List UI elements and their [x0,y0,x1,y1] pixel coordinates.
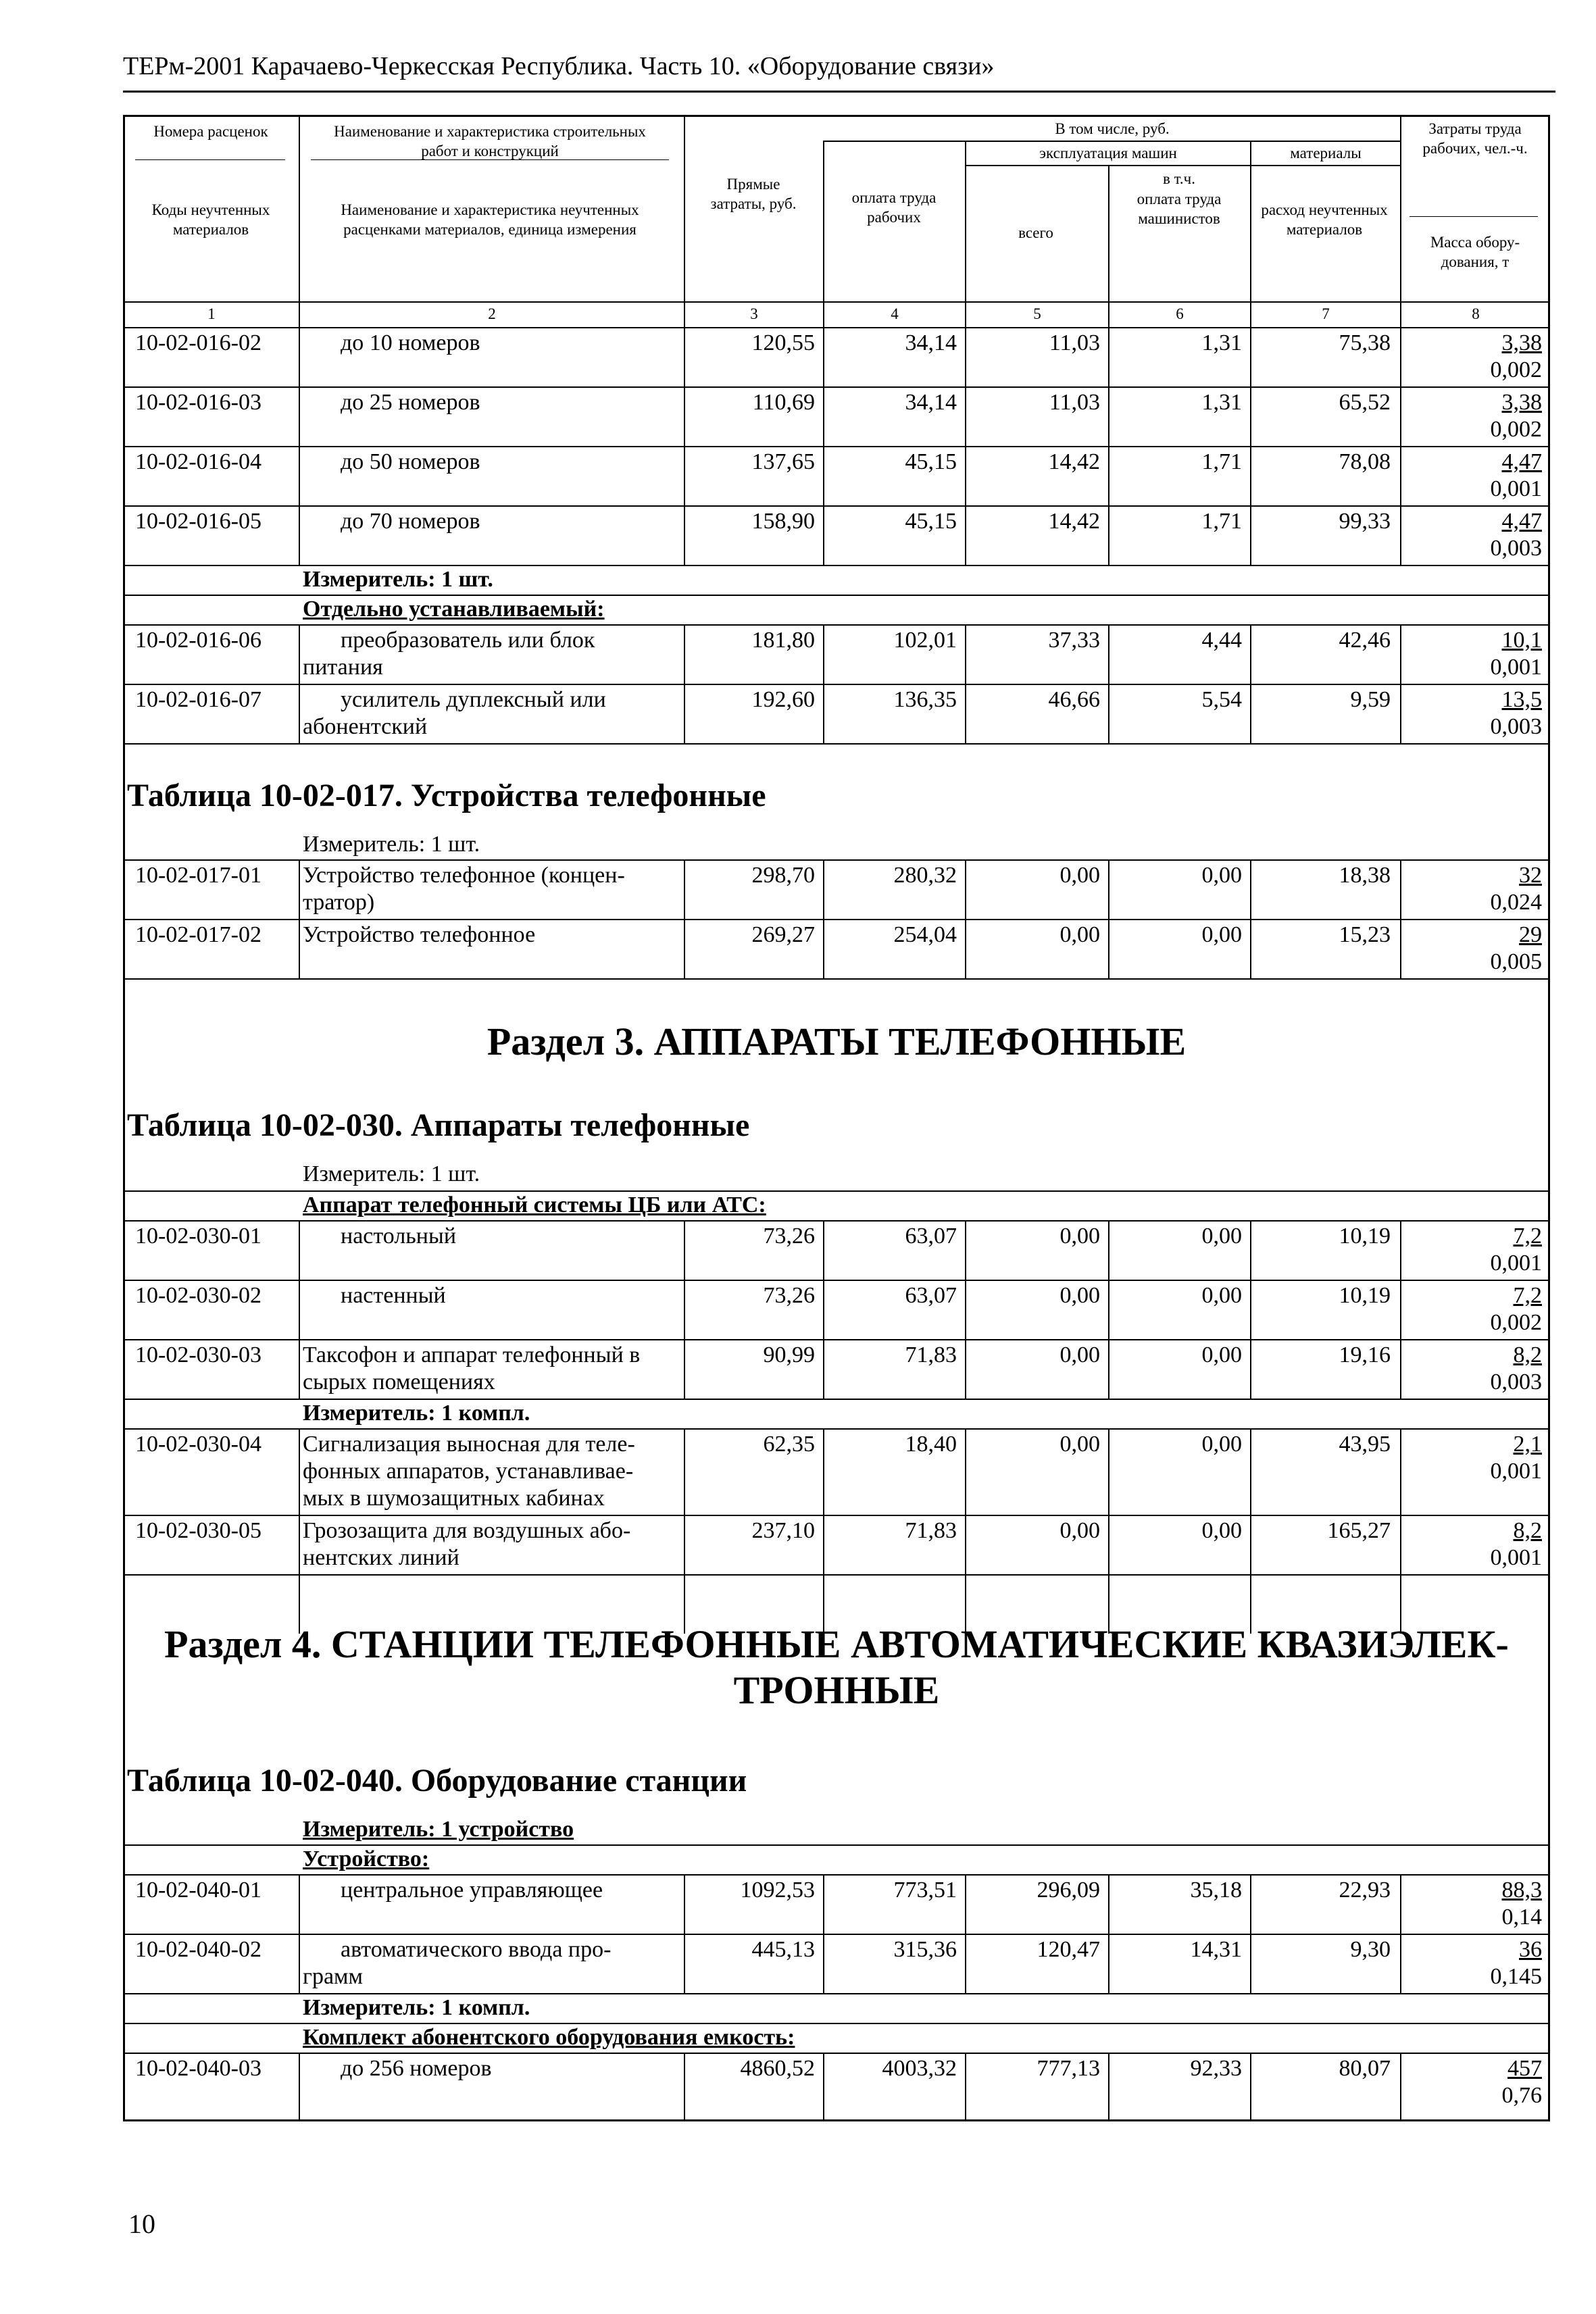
row-code: 10-02-017-01 [135,863,261,888]
row-code: 10-02-017-02 [135,922,261,947]
machine-cost: 0,00 [1059,922,1100,947]
operator-cost: 0,00 [1201,922,1242,947]
equipment-mass: 0,005 [1490,949,1542,974]
group-label: Отдельно устанавливаемый: [303,597,605,622]
labor-hours: 8,2 [1513,1342,1542,1367]
material-cost: 99,33 [1339,509,1391,534]
col1-bottom-caption: Коды неучтенных материалов [151,201,270,238]
labor-cost: 280,32 [893,863,957,888]
machine-cost: 0,00 [1059,1518,1100,1543]
direct-cost: 62,35 [763,1432,815,1457]
col6-caption-b: оплата труда машинистов [1137,191,1222,227]
direct-cost: 269,27 [751,922,815,947]
row-name-cont: грамм [303,1964,364,1989]
row-code: 10-02-016-02 [135,330,261,355]
col2-top-caption: Наименование и характеристика строительных работ и конструкций [334,123,646,159]
direct-cost: 73,26 [763,1283,815,1308]
header-rule [123,91,1555,93]
row-code: 10-02-030-03 [135,1342,261,1367]
labor-hours: 88,3 [1501,1878,1542,1903]
row-code: 10-02-040-02 [135,1937,261,1962]
row-name: преобразователь или блок [341,628,595,653]
labor-cost: 45,15 [905,449,957,474]
labor-cost: 34,14 [905,330,957,355]
machine-cost: 37,33 [1048,628,1100,653]
machine-cost: 296,09 [1037,1878,1100,1903]
equipment-mass: 0,002 [1490,1310,1542,1335]
row-code: 10-02-016-05 [135,509,261,534]
direct-cost: 1092,53 [740,1878,815,1903]
row-code: 10-02-016-03 [135,390,261,415]
labor-cost: 773,51 [893,1878,957,1903]
table-title: Таблица 10-02-030. Аппараты телефонные [127,1107,750,1143]
material-cost: 43,95 [1339,1432,1391,1457]
row-name: до 10 номеров [341,330,480,355]
row-code: 10-02-030-02 [135,1283,261,1308]
row-name: до 70 номеров [341,509,480,534]
material-cost: 78,08 [1339,449,1391,474]
operator-cost: 0,00 [1201,1342,1242,1367]
labor-cost: 254,04 [893,922,957,947]
operator-cost: 0,00 [1201,1283,1242,1308]
equipment-mass: 0,001 [1490,655,1542,680]
col8-top-caption: Затраты труда рабочих, чел.-ч. [1422,120,1528,157]
labor-cost: 102,01 [893,628,957,653]
operator-cost: 1,31 [1201,390,1242,415]
machine-cost: 120,47 [1037,1937,1100,1962]
page-header: ТЕРм-2001 Карачаево-Черкесская Республика. Часть 10. «Оборудование связи» [123,52,995,80]
row-name: до 25 номеров [341,390,480,415]
material-cost: 22,93 [1339,1878,1391,1903]
machine-cost: 11,03 [1049,390,1100,415]
labor-cost: 71,83 [905,1518,957,1543]
row-code: 10-02-030-04 [135,1432,261,1457]
section-title-line: ТРОННЫЕ [733,1668,940,1712]
labor-cost: 45,15 [905,509,957,534]
material-cost: 9,59 [1350,687,1391,712]
labor-hours: 13,5 [1501,687,1542,712]
section-title-line: Раздел 4. СТАНЦИИ ТЕЛЕФОННЫЕ АВТОМАТИЧЕСКИЕ КВАЗИЭЛЕК- [164,1622,1509,1666]
col-number: 6 [1176,305,1184,322]
row-code: 10-02-016-07 [135,687,261,712]
machine-cost: 46,66 [1048,687,1100,712]
direct-cost: 4860,52 [740,2056,815,2081]
row-name-cont: мых в шумозащитных кабинах [303,1486,605,1511]
row-name: до 256 номеров [341,2056,492,2081]
machine-cost: 0,00 [1059,1342,1100,1367]
machines-caption: эксплуатация машин [1039,145,1177,161]
operator-cost: 0,00 [1201,1518,1242,1543]
row-name: Устройство телефонное (концен- [303,863,625,888]
measure-label: Измеритель: 1 компл. [303,1401,530,1426]
equipment-mass: 0,14 [1501,1905,1542,1930]
row-code: 10-02-040-03 [135,2056,261,2081]
measure-label: Измеритель: 1 устройство [303,1817,574,1842]
operator-cost: 4,44 [1201,628,1242,653]
labor-cost: 34,14 [905,390,957,415]
equipment-mass: 0,001 [1490,1545,1542,1570]
row-name: настольный [341,1224,457,1249]
machine-cost: 11,03 [1049,330,1100,355]
col-number: 8 [1472,305,1480,322]
material-cost: 15,23 [1339,922,1391,947]
col-number: 4 [891,305,899,322]
col5-caption: всего [1018,224,1053,241]
machine-cost: 14,42 [1048,449,1100,474]
equipment-mass: 0,024 [1490,890,1542,915]
labor-hours: 32 [1519,863,1542,888]
machine-cost: 0,00 [1059,1283,1100,1308]
labor-hours: 8,2 [1513,1518,1542,1543]
row-name: Таксофон и аппарат телефонный в [303,1342,641,1367]
row-code: 10-02-030-05 [135,1518,261,1543]
col3-caption: Прямые затраты, руб. [710,176,797,212]
equipment-mass: 0,001 [1490,1459,1542,1484]
section-title: Раздел 3. АППАРАТЫ ТЕЛЕФОННЫЕ [487,1020,1187,1063]
labor-hours: 457 [1507,2056,1542,2081]
labor-hours: 4,47 [1501,449,1542,474]
material-cost: 42,46 [1339,628,1391,653]
material-cost: 9,30 [1350,1937,1391,1962]
col2-bottom-caption: Наименование и характеристика неучтенных расценками материалов, единица измерения [341,201,639,238]
row-name-cont: нентских линий [303,1545,459,1570]
col-number: 7 [1322,305,1330,322]
labor-cost: 136,35 [893,687,957,712]
labor-hours: 7,2 [1513,1224,1542,1249]
operator-cost: 5,54 [1201,687,1242,712]
group-label: Комплект абонентского оборудования емкость: [303,2025,795,2050]
machine-cost: 0,00 [1059,863,1100,888]
equipment-mass: 0,003 [1490,536,1542,561]
col-number: 2 [488,305,496,322]
row-name-cont: фонных аппаратов, устанавливае- [303,1459,634,1484]
operator-cost: 0,00 [1201,863,1242,888]
material-cost: 65,52 [1339,390,1391,415]
labor-hours: 10,1 [1501,628,1542,653]
col1-top-caption: Номера расценок [153,123,268,140]
operator-cost: 1,71 [1201,509,1242,534]
labor-hours: 7,2 [1513,1283,1542,1308]
labor-hours: 2,1 [1513,1432,1542,1457]
operator-cost: 1,71 [1201,449,1242,474]
labor-cost: 63,07 [905,1224,957,1249]
col-number: 1 [207,305,216,322]
labor-cost: 63,07 [905,1283,957,1308]
direct-cost: 445,13 [751,1937,815,1962]
equipment-mass: 0,003 [1490,1369,1542,1394]
row-code: 10-02-040-01 [135,1878,261,1903]
section-title [123,1621,1550,1713]
table-title: Таблица 10-02-040. Оборудование станции [127,1763,747,1799]
direct-cost: 237,10 [751,1518,815,1543]
operator-cost: 0,00 [1201,1224,1242,1249]
labor-hours: 4,47 [1501,509,1542,534]
table-title: Таблица 10-02-017. Устройства телефонные [127,778,766,813]
row-name: центральное управляющее [341,1878,603,1903]
labor-hours: 29 [1519,922,1542,947]
direct-cost: 110,69 [752,390,815,415]
measure-label: Измеритель: 1 компл. [303,1995,530,2020]
col7-caption: расход неучтенных материалов [1261,201,1388,238]
machine-cost: 14,42 [1048,509,1100,534]
row-name-cont: питания [303,655,383,680]
breakdown-caption: В том числе, руб. [1055,120,1170,137]
direct-cost: 120,55 [751,330,815,355]
equipment-mass: 0,001 [1490,1251,1542,1276]
material-cost: 10,19 [1339,1283,1391,1308]
measure-label: Измеритель: 1 шт. [303,832,480,857]
operator-cost: 92,33 [1190,2056,1242,2081]
labor-cost: 71,83 [905,1342,957,1367]
row-name: усилитель дуплексный или [341,687,606,712]
material-cost: 165,27 [1327,1518,1391,1543]
row-name: Сигнализация выносная для теле- [303,1432,635,1457]
materials-caption: материалы [1290,145,1362,161]
measure-label: Измеритель: 1 шт. [303,1161,480,1186]
operator-cost: 0,00 [1201,1432,1242,1457]
material-cost: 19,16 [1339,1342,1391,1367]
labor-hours: 36 [1519,1937,1542,1962]
col8-bottom-caption: Масса обору-дования, т [1430,234,1520,270]
row-name-cont: тратор) [303,890,375,915]
equipment-mass: 0,145 [1490,1964,1542,1989]
equipment-mass: 0,76 [1501,2083,1542,2108]
direct-cost: 181,80 [751,628,815,653]
equipment-mass: 0,003 [1490,714,1542,739]
operator-cost: 1,31 [1201,330,1242,355]
labor-cost: 4003,32 [882,2056,957,2081]
direct-cost: 137,65 [751,449,815,474]
row-code: 10-02-030-01 [135,1224,261,1249]
row-code: 10-02-016-04 [135,449,261,474]
col-number: 5 [1033,305,1041,322]
row-name: автоматического ввода про- [341,1937,612,1962]
machine-cost: 0,00 [1059,1224,1100,1249]
labor-cost: 18,40 [905,1432,957,1457]
row-name-cont: сырых помещениях [303,1369,495,1394]
machine-cost: 777,13 [1037,2056,1100,2081]
equipment-mass: 0,001 [1490,476,1542,501]
material-cost: 10,19 [1339,1224,1391,1249]
direct-cost: 298,70 [751,863,815,888]
operator-cost: 35,18 [1190,1878,1242,1903]
row-code: 10-02-016-06 [135,628,261,653]
group-label: Аппарат телефонный системы ЦБ или АТС: [303,1192,766,1217]
measure-label: Измеритель: 1 шт. [303,567,493,592]
equipment-mass: 0,002 [1490,357,1542,382]
material-cost: 75,38 [1339,330,1391,355]
labor-hours: 3,38 [1501,390,1542,415]
direct-cost: 73,26 [763,1224,815,1249]
row-name: Грозозащита для воздушных або- [303,1518,631,1543]
col6-caption-a: в т.ч. [1163,170,1195,187]
group-label: Устройство: [303,1846,430,1871]
material-cost: 18,38 [1339,863,1391,888]
page-number: 10 [128,2209,155,2239]
col4-caption: оплата труда рабочих [851,189,937,226]
material-cost: 80,07 [1339,2056,1391,2081]
labor-cost: 315,36 [893,1937,957,1962]
operator-cost: 14,31 [1190,1937,1242,1962]
direct-cost: 90,99 [763,1342,815,1367]
direct-cost: 158,90 [751,509,815,534]
row-name-cont: абонентский [303,714,428,739]
direct-cost: 192,60 [751,687,815,712]
col-number: 3 [750,305,758,322]
row-name: настенный [341,1283,446,1308]
machine-cost: 0,00 [1059,1432,1100,1457]
equipment-mass: 0,002 [1490,417,1542,442]
row-name: до 50 номеров [341,449,480,474]
row-name: Устройство телефонное [303,922,536,947]
labor-hours: 3,38 [1501,330,1542,355]
